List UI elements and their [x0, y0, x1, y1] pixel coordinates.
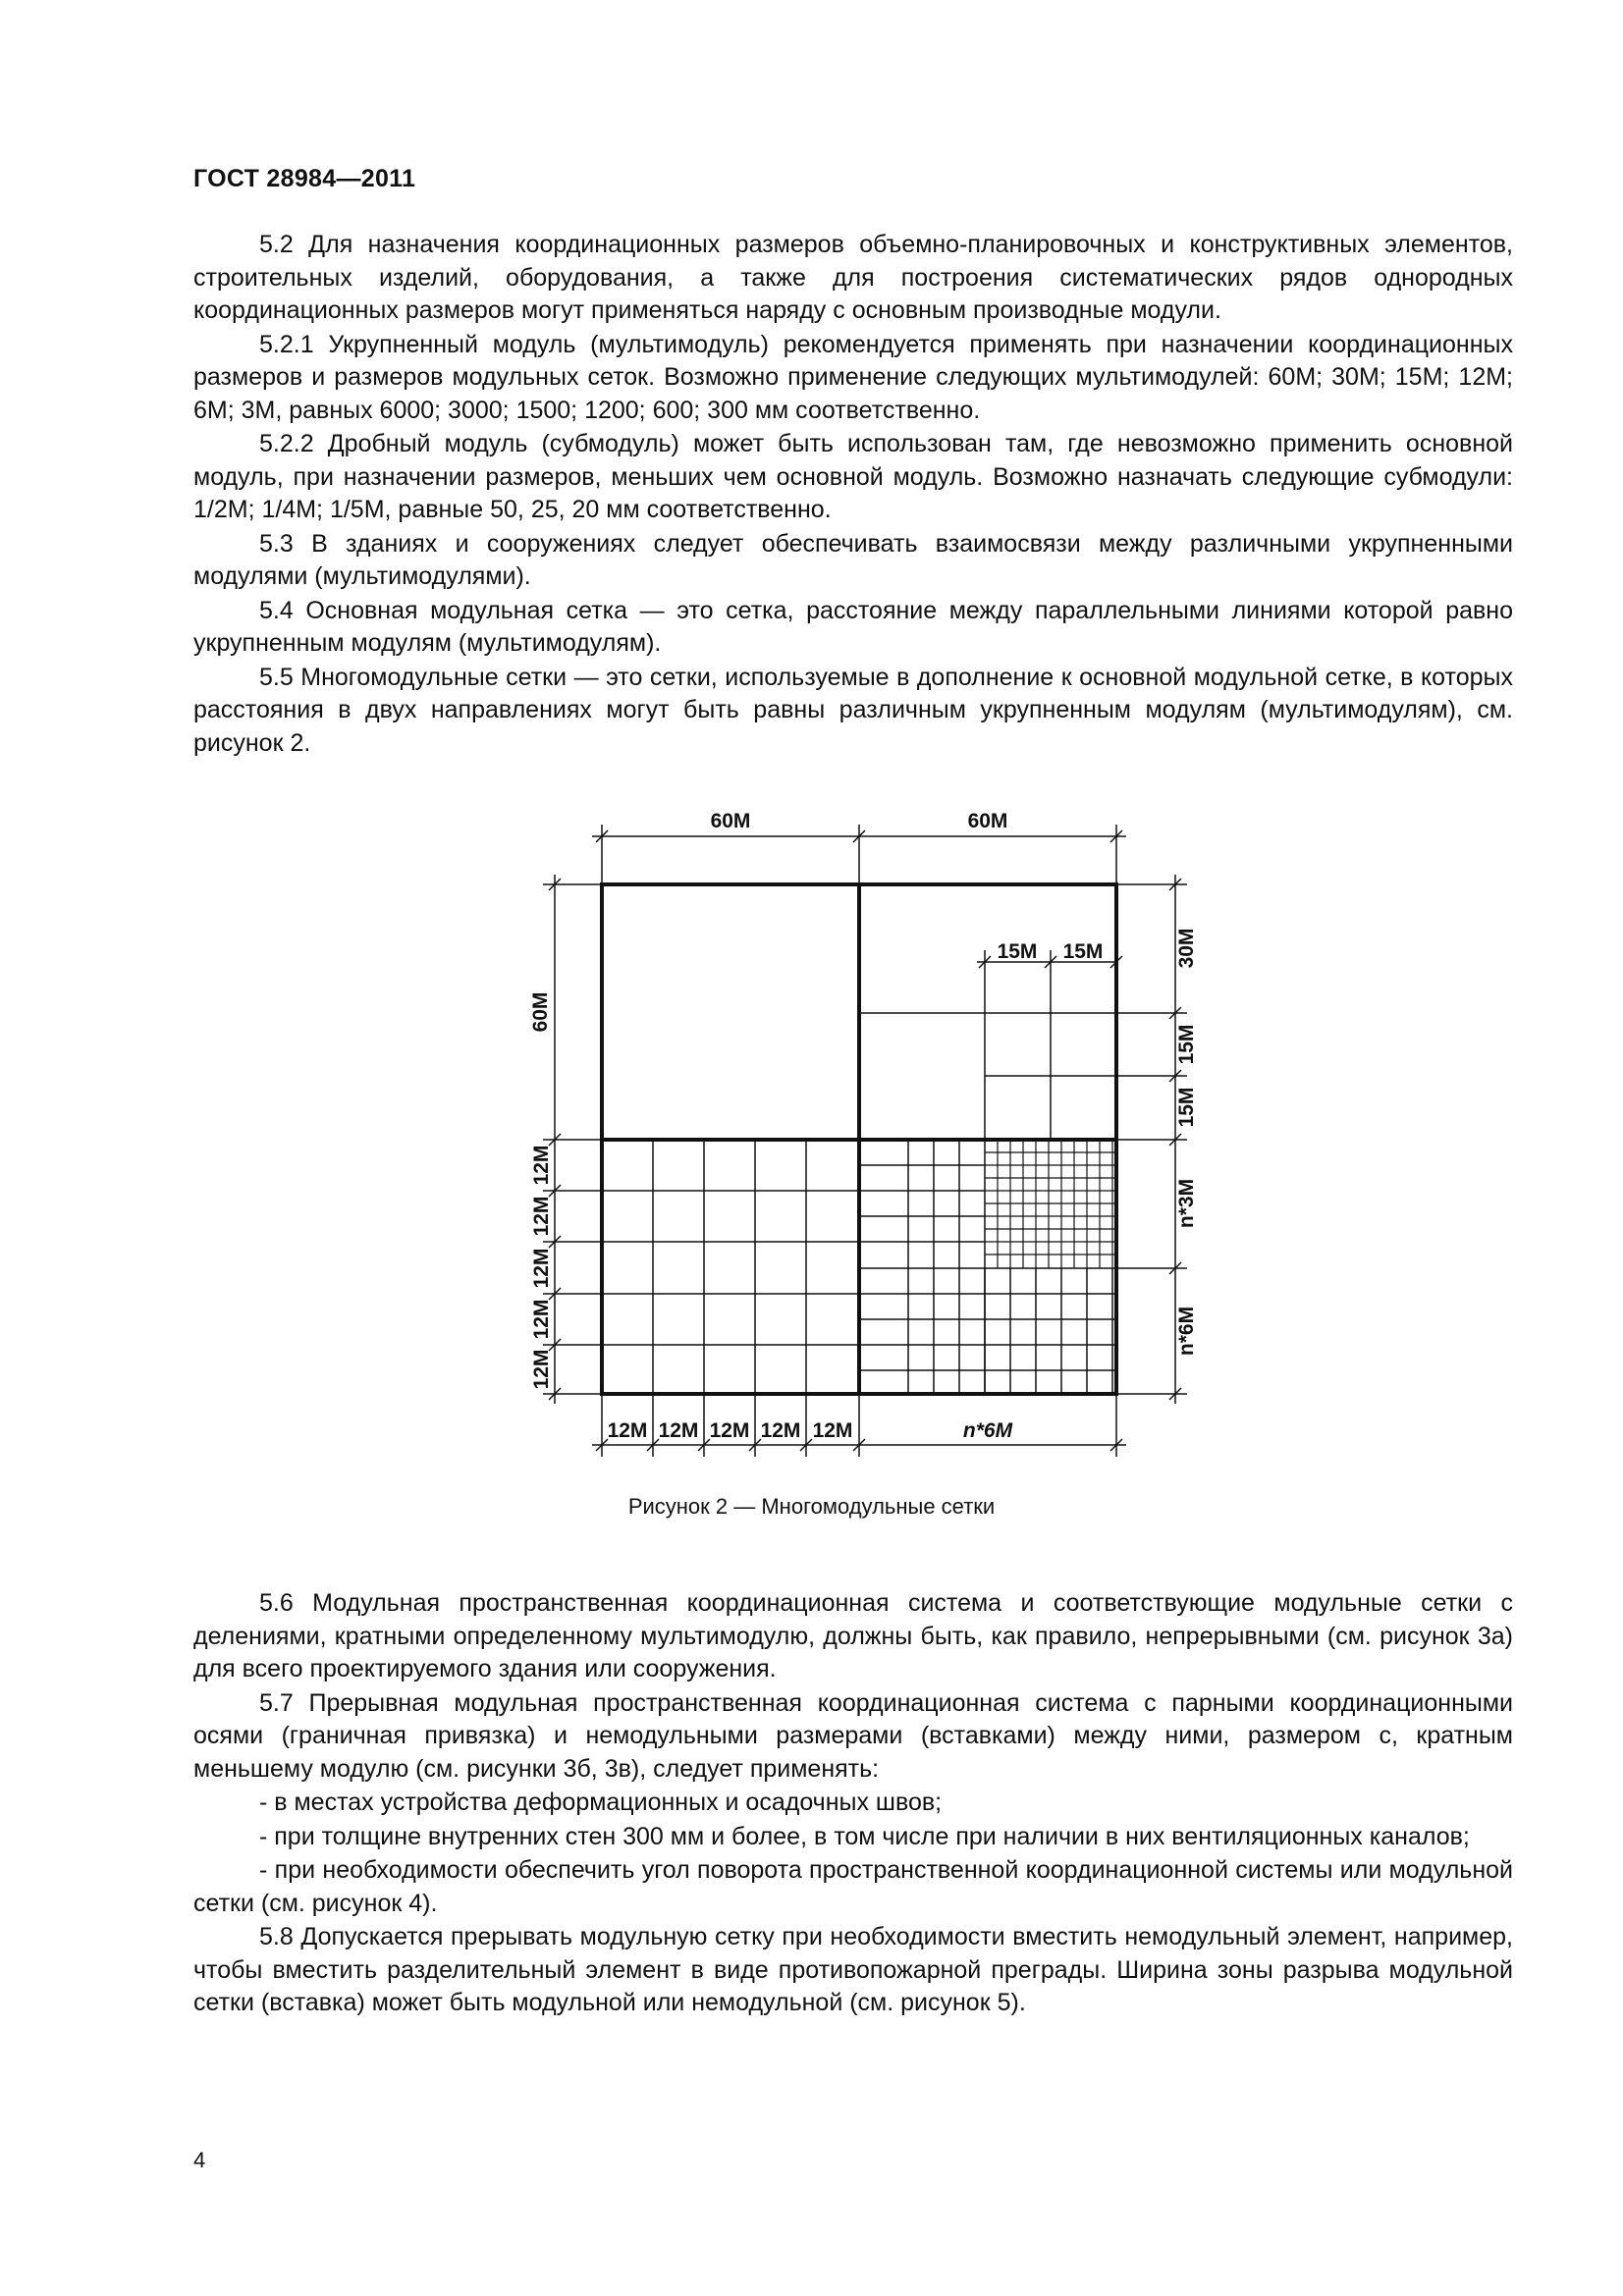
dim-label-left-60m: 60М — [529, 991, 552, 1033]
paragraph: 5.7 Прерывная модульная пространственная координационная система с парными координационными осями (граничная привязка) и немодульными размерами (вставками) между ними, размером с, кратным меньшему модулю (см. рисунки 3б, 3в), следует применять: — [193, 1688, 1513, 1783]
page-header: ГОСТ 28984—2011 — [193, 165, 416, 192]
list-item: - при необходимости обеспечить угол поворота пространственной координационной системы или модульной сетки (см. рисунок 4). — [193, 1856, 1513, 1917]
dim-label-left-12m: 12М — [530, 1196, 553, 1237]
grid-diagram — [515, 793, 1203, 1461]
dim-label-bottom-12m: 12М — [709, 1419, 750, 1442]
dim-label-bottom-12m: 12М — [812, 1419, 853, 1442]
paragraph: 5.5 Многомодульные сетки — это сетки, используемые в дополнение к основной модульной сетке, в которых расстояния в двух направлениях могут быть равны различным укрупненным модулям (мультимодулям), см. рисунок 2. — [193, 663, 1513, 757]
dim-label-top-right: 60М — [967, 810, 1008, 832]
grid-15m — [859, 950, 1116, 1140]
dim-label-right-n6m: n*6М — [1175, 1306, 1198, 1357]
paragraph: 5.8 Допускается прерывать модульную сетку при необходимости вместить немодульный элемент, например, чтобы вместить разделительный элемент в виде противопожарной преграды. Ширина зоны разрыва модульной сетки (вставка) может быть модульной или немодульной (см. рисунок 5). — [193, 1923, 1513, 2016]
figure-caption: Рисунок 2 — Многомодульные сетки — [627, 1494, 996, 1519]
dim-label-left-12m: 12М — [530, 1349, 553, 1390]
dim-label-left-12m: 12М — [530, 1299, 553, 1340]
dim-label-inner-15m-2: 15М — [1062, 940, 1104, 963]
figure-multimodular-grids — [515, 793, 1203, 1461]
text-block-bottom — [193, 1587, 1513, 2021]
dim-label-top-left: 60М — [710, 810, 751, 832]
dim-label-left-12m: 12М — [530, 1145, 553, 1186]
grid-60m — [602, 884, 1116, 1394]
paragraph: 5.2.1 Укрупненный модуль (мультимодуль) рекомендуется применять при назначении координационных размеров и размеров модульных сеток. Возможно применение следующих мультимодулей: 60М; 30М; 15М; 12М; 6М; 3М, равных 6000; 3000; 1500; 1200; 600; 300 мм соответственно. — [193, 330, 1513, 424]
list-item: - при толщине внутренних стен 300 мм и более, в том числе при наличии в них вентиляционных каналов; — [259, 1822, 1470, 1850]
dim-label-right-n3m: n*3М — [1175, 1178, 1198, 1229]
paragraph: 5.6 Модульная пространственная координационная система и соответствующие модульные сетки с делениями, кратными определенному мультимодулю, должны быть, как правило, непрерывными (см. рисунок 3а) для всего проектируемого здания или сооружения. — [193, 1589, 1513, 1682]
grid-3m — [985, 1140, 1116, 1268]
dim-label-inner-15m-1: 15М — [997, 940, 1038, 963]
dim-label-right-15m: 15М — [1175, 1087, 1198, 1128]
paragraph: 5.4 Основная модульная сетка — это сетка, расстояние между параллельными линиями которой равно укрупненным модулям (мультимодулям). — [193, 596, 1513, 657]
dim-label-bottom-12m: 12М — [607, 1419, 648, 1442]
paragraph: 5.3 В зданиях и сооружениях следует обеспечивать взаимосвязи между различными укрупненными модулями (мультимодулями). — [193, 529, 1513, 590]
dim-label-right-15m: 15М — [1175, 1024, 1198, 1065]
grid-12m — [602, 1140, 859, 1394]
page-number: 4 — [193, 2148, 206, 2172]
dim-label-bottom-n6m: n*6М — [962, 1419, 1013, 1442]
dim-label-bottom-12m: 12М — [760, 1419, 801, 1442]
text-block-top — [193, 229, 1513, 761]
list-item: - в местах устройства деформационных и осадочных швов; — [259, 1789, 943, 1816]
dim-label-left-12m: 12М — [530, 1248, 553, 1289]
paragraph: 5.2.2 Дробный модуль (субмодуль) может быть использован там, где невозможно применить основной модуль, при назначении размеров, меньших чем основной модуль. Возможно назначать следующие субмодули: 1/2М; 1/4М; 1/5М, равные 50, 25, 20 мм соответственно. — [193, 430, 1513, 523]
dim-label-bottom-12m: 12М — [658, 1419, 699, 1442]
dim-label-right-30m: 30М — [1175, 928, 1198, 969]
paragraph: 5.2 Для назначения координационных размеров объемно-планировочных и конструктивных элементов, строительных изделий, оборудования, а также для построения систематических рядов однородных координационных размеров могут применяться наряду с основным производные модули. — [193, 231, 1513, 324]
